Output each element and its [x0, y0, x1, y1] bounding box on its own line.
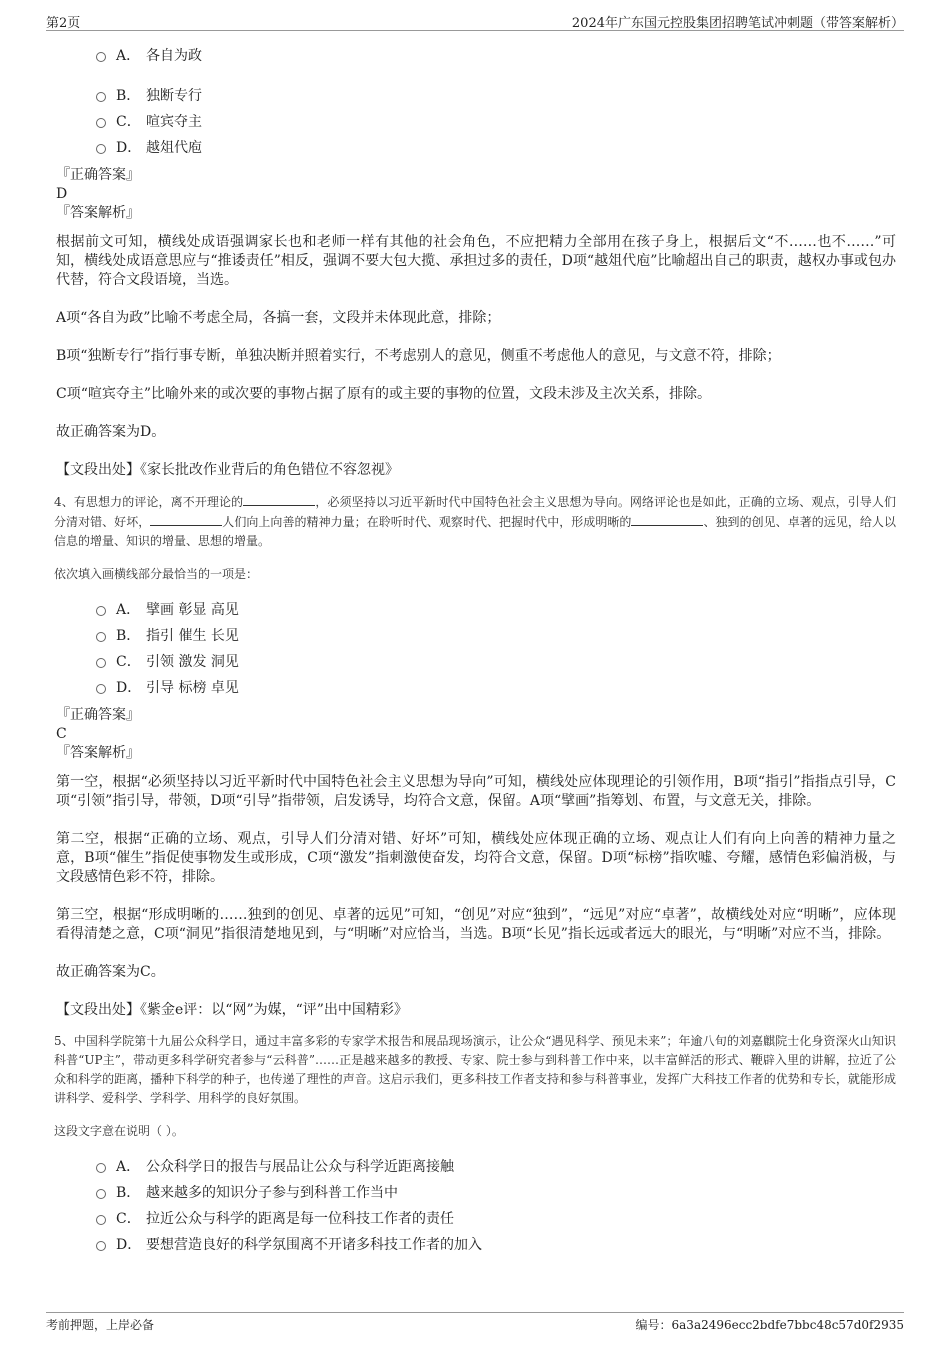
stem-text: 、独到的创见、卓著的远见，给人以信息的增量、知识的增量、思想的增量。 — [54, 515, 896, 548]
analysis-paragraph: 故正确答案为D。 — [56, 424, 166, 440]
question-substem: 依次填入画横线部分最恰当的一项是： — [54, 567, 259, 581]
document-title: 2024年广东国元控股集团招聘笔试冲刺题（带答案解析） — [571, 16, 904, 31]
source-citation: 【文段出处】《紫金e评：以“网”为媒，“评”出中国精彩》 — [56, 1002, 408, 1018]
option-key: C． — [116, 654, 141, 670]
page-header — [46, 12, 904, 31]
page-content — [56, 42, 896, 1257]
analysis-paragraph: 第三空，根据“形成明晰的……独到的创见、卓著的远见”可知，“创见”对应“独到”，“远见”对应“卓著”，故横线处对应“明晰”，应体现看得清楚之意，C项“洞见”指很清楚地见到，与“明晰”对应恰当，当选。B项“长见”指长远或者远大的眼光，与“明晰”对应不当，排除。 — [56, 907, 896, 942]
question-stem: 5、中国科学院第十九届公众科学日，通过丰富多彩的专家学术报告和展品现场演示，让公众“遇见科学、预见未来”；年逾八旬的刘嘉麒院士化身资深火山知识科普“UP主”，带动更多科学研究者参与“云科普”……正是越来越多的教授、专家、院士参与到科普工作中来，以丰富鲜活的形式、鞭辟入里的讲解，拉近了公众和科学的距离，播种下科学的种子，也传递了理性的声音。这启示我们，更多科技工作者支持和参与科普事业，发挥广大科技工作者的优势和专长，就能形成讲科学、爱科学、学科学、用科学的良好氛围。 — [54, 1034, 896, 1105]
page-footer — [46, 1312, 904, 1335]
q3-option-d[interactable] — [96, 134, 896, 160]
fill-blank — [150, 512, 222, 526]
radio-icon[interactable] — [96, 118, 106, 128]
fill-blank — [631, 512, 703, 526]
radio-icon[interactable] — [96, 1163, 106, 1173]
q3-options — [96, 42, 896, 160]
radio-icon[interactable] — [96, 658, 106, 668]
option-key: B． — [116, 1185, 141, 1201]
analysis-paragraph: 第二空，根据“正确的立场、观点，引导人们分清对错、好坏”可知，横线处应体现正确的立场、观点让人们有向上向善的精神力量之意，B项“催生”指促使事物发生或形成，C项“激发”指刺激使奋发，均符合文意，保留。D项“标榜”指吹嘘、夸耀，感情色彩偏消极，与文段感情色彩不符，排除。 — [56, 831, 896, 885]
radio-icon[interactable] — [96, 92, 106, 102]
q5-option-d[interactable] — [96, 1231, 896, 1257]
radio-icon[interactable] — [96, 1241, 106, 1251]
analysis-paragraph: C项“喧宾夺主”比喻外来的或次要的事物占据了原有的或主要的事物的位置，文段未涉及主次关系，排除。 — [56, 386, 712, 402]
footer-slogan: 考前押题，上岸必备 — [46, 1318, 155, 1332]
option-text: 引领 激发 洞见 — [146, 654, 239, 670]
analysis-paragraph: A项“各自为政”比喻不考虑全局，各搞一套，文段并未体现此意，排除； — [56, 310, 501, 326]
page-number: 第2页 — [46, 16, 81, 31]
option-key: C． — [116, 114, 141, 130]
analysis-paragraph: 第一空，根据“必须坚持以习近平新时代中国特色社会主义思想为导向”可知，横线处应体现理论的引领作用，B项“指引”指指点引导，C项“引领”指引导，带领，D项“引导”指带领，启发诱导，均符合文意，保留。A项“擘画”指筹划、布置，与文意无关，排除。 — [56, 774, 896, 809]
option-text: 引导 标榜 卓见 — [146, 680, 239, 696]
q4-option-b[interactable] — [96, 622, 896, 648]
option-text: 各自为政 — [146, 48, 202, 64]
option-key: A． — [116, 602, 141, 618]
q4-option-a[interactable] — [96, 596, 896, 622]
option-text: 公众科学日的报告与展品让公众与科学近距离接触 — [146, 1159, 454, 1175]
stem-text: 4、有思想力的评论，离不开理论的 — [54, 495, 244, 509]
option-key: D． — [116, 140, 142, 156]
stem-text: ，必须坚持以习近平新时代中国特色社会主义思想为导向。网络评论也是如此，正确的立场、观点，引导人们分清对错、好坏， — [54, 495, 896, 529]
q3-option-b[interactable] — [96, 82, 896, 108]
q5-option-b[interactable] — [96, 1179, 896, 1205]
analysis-tag: 『答案解析』 — [56, 745, 140, 761]
q4-option-c[interactable] — [96, 648, 896, 674]
radio-icon[interactable] — [96, 1189, 106, 1199]
option-text: 擘画 彰显 高见 — [146, 602, 239, 618]
option-text: 独断专行 — [146, 88, 202, 104]
q4-option-d[interactable] — [96, 674, 896, 700]
option-key: A． — [116, 48, 141, 64]
question-substem: 这段文字意在说明（ ）。 — [54, 1124, 184, 1138]
option-text: 拉近公众与科学的距离是每一位科技工作者的责任 — [146, 1211, 454, 1227]
answer-value: C — [56, 726, 67, 742]
radio-icon[interactable] — [96, 1215, 106, 1225]
q5-option-a[interactable] — [96, 1153, 896, 1179]
radio-icon[interactable] — [96, 52, 106, 62]
option-text: 喧宾夺主 — [146, 114, 202, 130]
option-text: 越俎代庖 — [146, 140, 202, 156]
answer-tag: 『正确答案』 — [56, 707, 140, 723]
stem-text: 人们向上向善的精神力量；在聆听时代、观察时代、把握时代中，形成明晰的 — [222, 515, 632, 529]
radio-icon[interactable] — [96, 606, 106, 616]
source-citation: 【文段出处】《家长批改作业背后的角色错位不容忽视》 — [56, 462, 399, 478]
analysis-paragraph: B项“独断专行”指行事专断，单独决断并照着实行，不考虑别人的意见，侧重不考虑他人的意见，与文意不符，排除； — [56, 348, 781, 364]
answer-value: D — [56, 186, 68, 202]
option-key: C． — [116, 1211, 141, 1227]
option-key: B． — [116, 88, 141, 104]
question-stem — [54, 492, 896, 551]
fill-blank — [243, 492, 315, 506]
option-text: 越来越多的知识分子参与到科普工作当中 — [146, 1185, 398, 1201]
footer-serial: 编号：6a3a2496ecc2bdfe7bbc48c57d0f2935 — [635, 1318, 904, 1332]
analysis-paragraph: 故正确答案为C。 — [56, 964, 165, 980]
option-key: B． — [116, 628, 141, 644]
analysis-tag: 『答案解析』 — [56, 205, 140, 221]
option-key: A． — [116, 1159, 141, 1175]
answer-tag: 『正确答案』 — [56, 167, 140, 183]
q4-options — [96, 596, 896, 700]
radio-icon[interactable] — [96, 632, 106, 642]
option-key: D． — [116, 680, 142, 696]
option-key: D． — [116, 1237, 142, 1253]
option-text: 要想营造良好的科学氛围离不开诸多科技工作者的加入 — [146, 1237, 482, 1253]
analysis-paragraph: 根据前文可知，横线处成语强调家长也和老师一样有其他的社会角色，不应把精力全部用在孩子身上，根据后文“不……也不……”可知，横线处成语意思应与“推诿责任”相反，强调不要大包大揽、承担过多的责任，D项“越俎代庖”比喻超出自己的职责，越权办事或包办代替，符合文段语境，当选。 — [56, 234, 896, 288]
radio-icon[interactable] — [96, 684, 106, 694]
q3-option-c[interactable] — [96, 108, 896, 134]
option-text: 指引 催生 长见 — [146, 628, 239, 644]
q3-option-a[interactable] — [96, 42, 896, 68]
q5-options — [96, 1153, 896, 1257]
radio-icon[interactable] — [96, 144, 106, 154]
q5-option-c[interactable] — [96, 1205, 896, 1231]
